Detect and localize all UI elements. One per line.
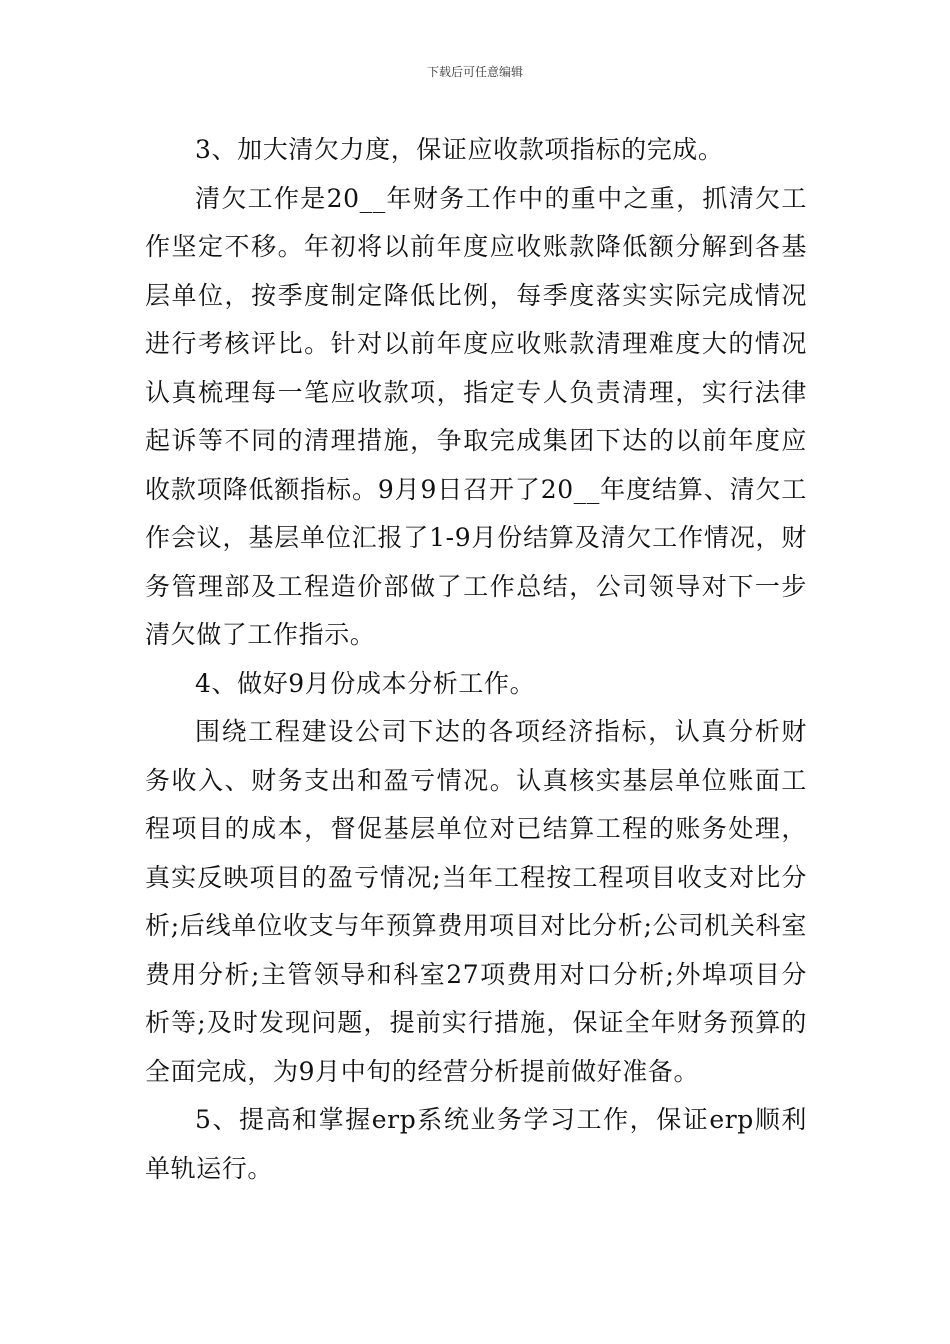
document-body bbox=[145, 126, 807, 1193]
page-header-note: 下载后可任意编辑 bbox=[426, 65, 523, 79]
paragraph-heading-5: 5、提高和掌握erp系统业务学习工作，保证erp顺利单轨运行。 bbox=[145, 1105, 807, 1183]
paragraph-heading-3: 3、加大清欠力度，保证应收款项指标的完成。 bbox=[195, 135, 724, 164]
paragraph-heading-4: 4、做好9月份成本分析工作。 bbox=[195, 668, 536, 698]
paragraph-body-1: 清欠工作是20__年财务工作中的重中之重，抓清欠工作坚定不移。年初将以前年度应收账款降低额分解到各基层单位，按季度制定降低比例，每季度落实实际完成情况进行考核评比。针对以前年度应收账款清理难度大的情况认真梳理每一笔应收款项，指定专人负责清理，实行法律起诉等不同的清理措施，争取完成集团下达的以前年度应收款项降低额指标。9月9日召开了20__年度结算、清欠工作会议，基层单位汇报了1-9月份结算及清欠工作情况，财务管理部及工程造价部做了工作总结，公司领导对下一步清欠做了工作指示。 bbox=[145, 183, 807, 649]
paragraph-body-2: 围绕工程建设公司下达的各项经济指标，认真分析财务收入、财务支出和盈亏情况。认真核实基层单位账面工程项目的成本，督促基层单位对已结算工程的账务处理，真实反映项目的盈亏情况;当年工程按工程项目收支对比分析;后线单位收支与年预算费用项目对比分析;公司机关科室费用分析;主管领导和科室27项费用对口分析;外埠项目分析等;及时发现问题，提前实行措施，保证全年财务预算的全面完成，为9月中旬的经营分析提前做好准备。 bbox=[145, 717, 807, 1086]
